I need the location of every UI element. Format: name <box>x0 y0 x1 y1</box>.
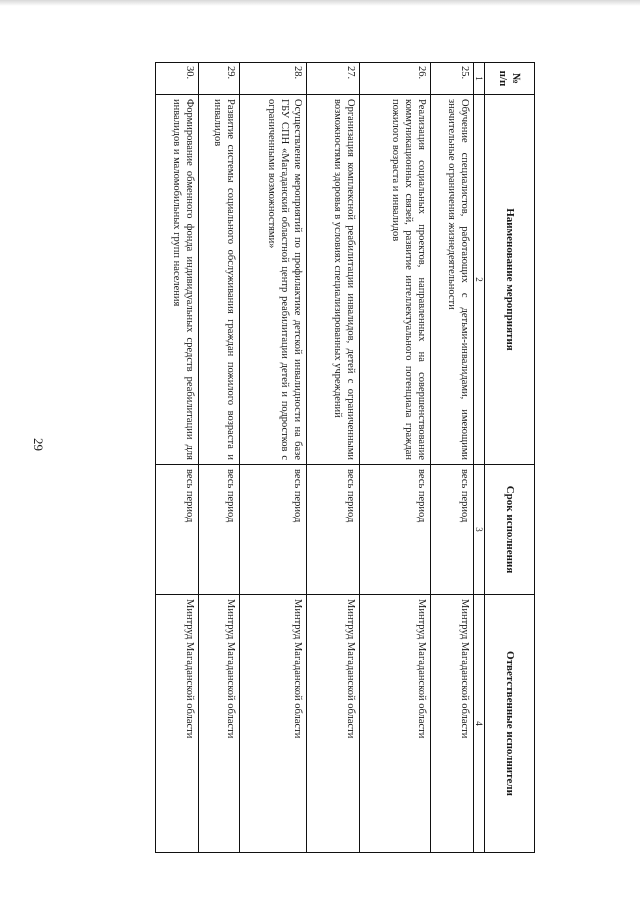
column-number: 2 <box>474 95 485 465</box>
deadline: весь период <box>307 465 360 595</box>
header-deadline: Срок исполнения <box>485 465 535 595</box>
column-number-row <box>474 63 485 853</box>
row-number: 29. <box>199 63 240 95</box>
scan-edge <box>0 0 640 6</box>
activity-name: Обучение специалистов, работающих с детьми-инвалидами, имеющими значительные ограничения жизнедеятельности <box>431 95 474 465</box>
header-executor: Ответственные исполнители <box>485 595 535 853</box>
row-number: 27. <box>307 63 360 95</box>
activities-table <box>155 62 535 853</box>
column-number: 1 <box>474 63 485 95</box>
deadline: весь период <box>156 465 199 595</box>
executor: Минтруд Магаданской области <box>240 595 307 853</box>
page-number: 29 <box>31 438 46 451</box>
activity-name: Осуществление мероприятий по профилактике детской инвалидности на базе ГБУ СПН «Магаданский областной центр реабилитации детей и подростков с ограниченными возможностями» <box>240 95 307 465</box>
row-number: 25. <box>431 63 474 95</box>
table-row <box>307 63 360 853</box>
table-row <box>431 63 474 853</box>
executor: Минтруд Магаданской области <box>156 595 199 853</box>
activity-name: Реализация социальных проектов, направленных на совершенствование коммуникационных связей, развитие интеллектуального потенциала граждан пожилого возраста и инвалидов <box>360 95 431 465</box>
column-number: 3 <box>474 465 485 595</box>
table-row <box>156 63 199 853</box>
header-num: № п/п <box>485 63 535 95</box>
deadline: весь период <box>199 465 240 595</box>
table-row <box>240 63 307 853</box>
deadline: весь период <box>360 465 431 595</box>
executor: Минтруд Магаданской области <box>431 595 474 853</box>
activity-name: Организация комплексной реабилитации инвалидов, детей с ограниченными возможностями здоровья в условиях специализированных учреждений <box>307 95 360 465</box>
row-number: 30. <box>156 63 199 95</box>
header-row <box>485 63 535 853</box>
executor: Минтруд Магаданской области <box>307 595 360 853</box>
row-number: 26. <box>360 63 431 95</box>
deadline: весь период <box>431 465 474 595</box>
rotated-table-container <box>92 62 535 852</box>
table-row <box>360 63 431 853</box>
deadline: весь период <box>240 465 307 595</box>
row-number: 28. <box>240 63 307 95</box>
activity-name: Формирование обменного фонда индивидуальных средств реабилитации для инвалидов и маломобильных групп населения <box>156 95 199 465</box>
executor: Минтруд Магаданской области <box>199 595 240 853</box>
activity-name: Развитие системы социального обслуживания граждан пожилого возраста и инвалидов <box>199 95 240 465</box>
header-name: Наименование мероприятия <box>485 95 535 465</box>
column-number: 4 <box>474 595 485 853</box>
table-row <box>199 63 240 853</box>
executor: Минтруд Магаданской области <box>360 595 431 853</box>
